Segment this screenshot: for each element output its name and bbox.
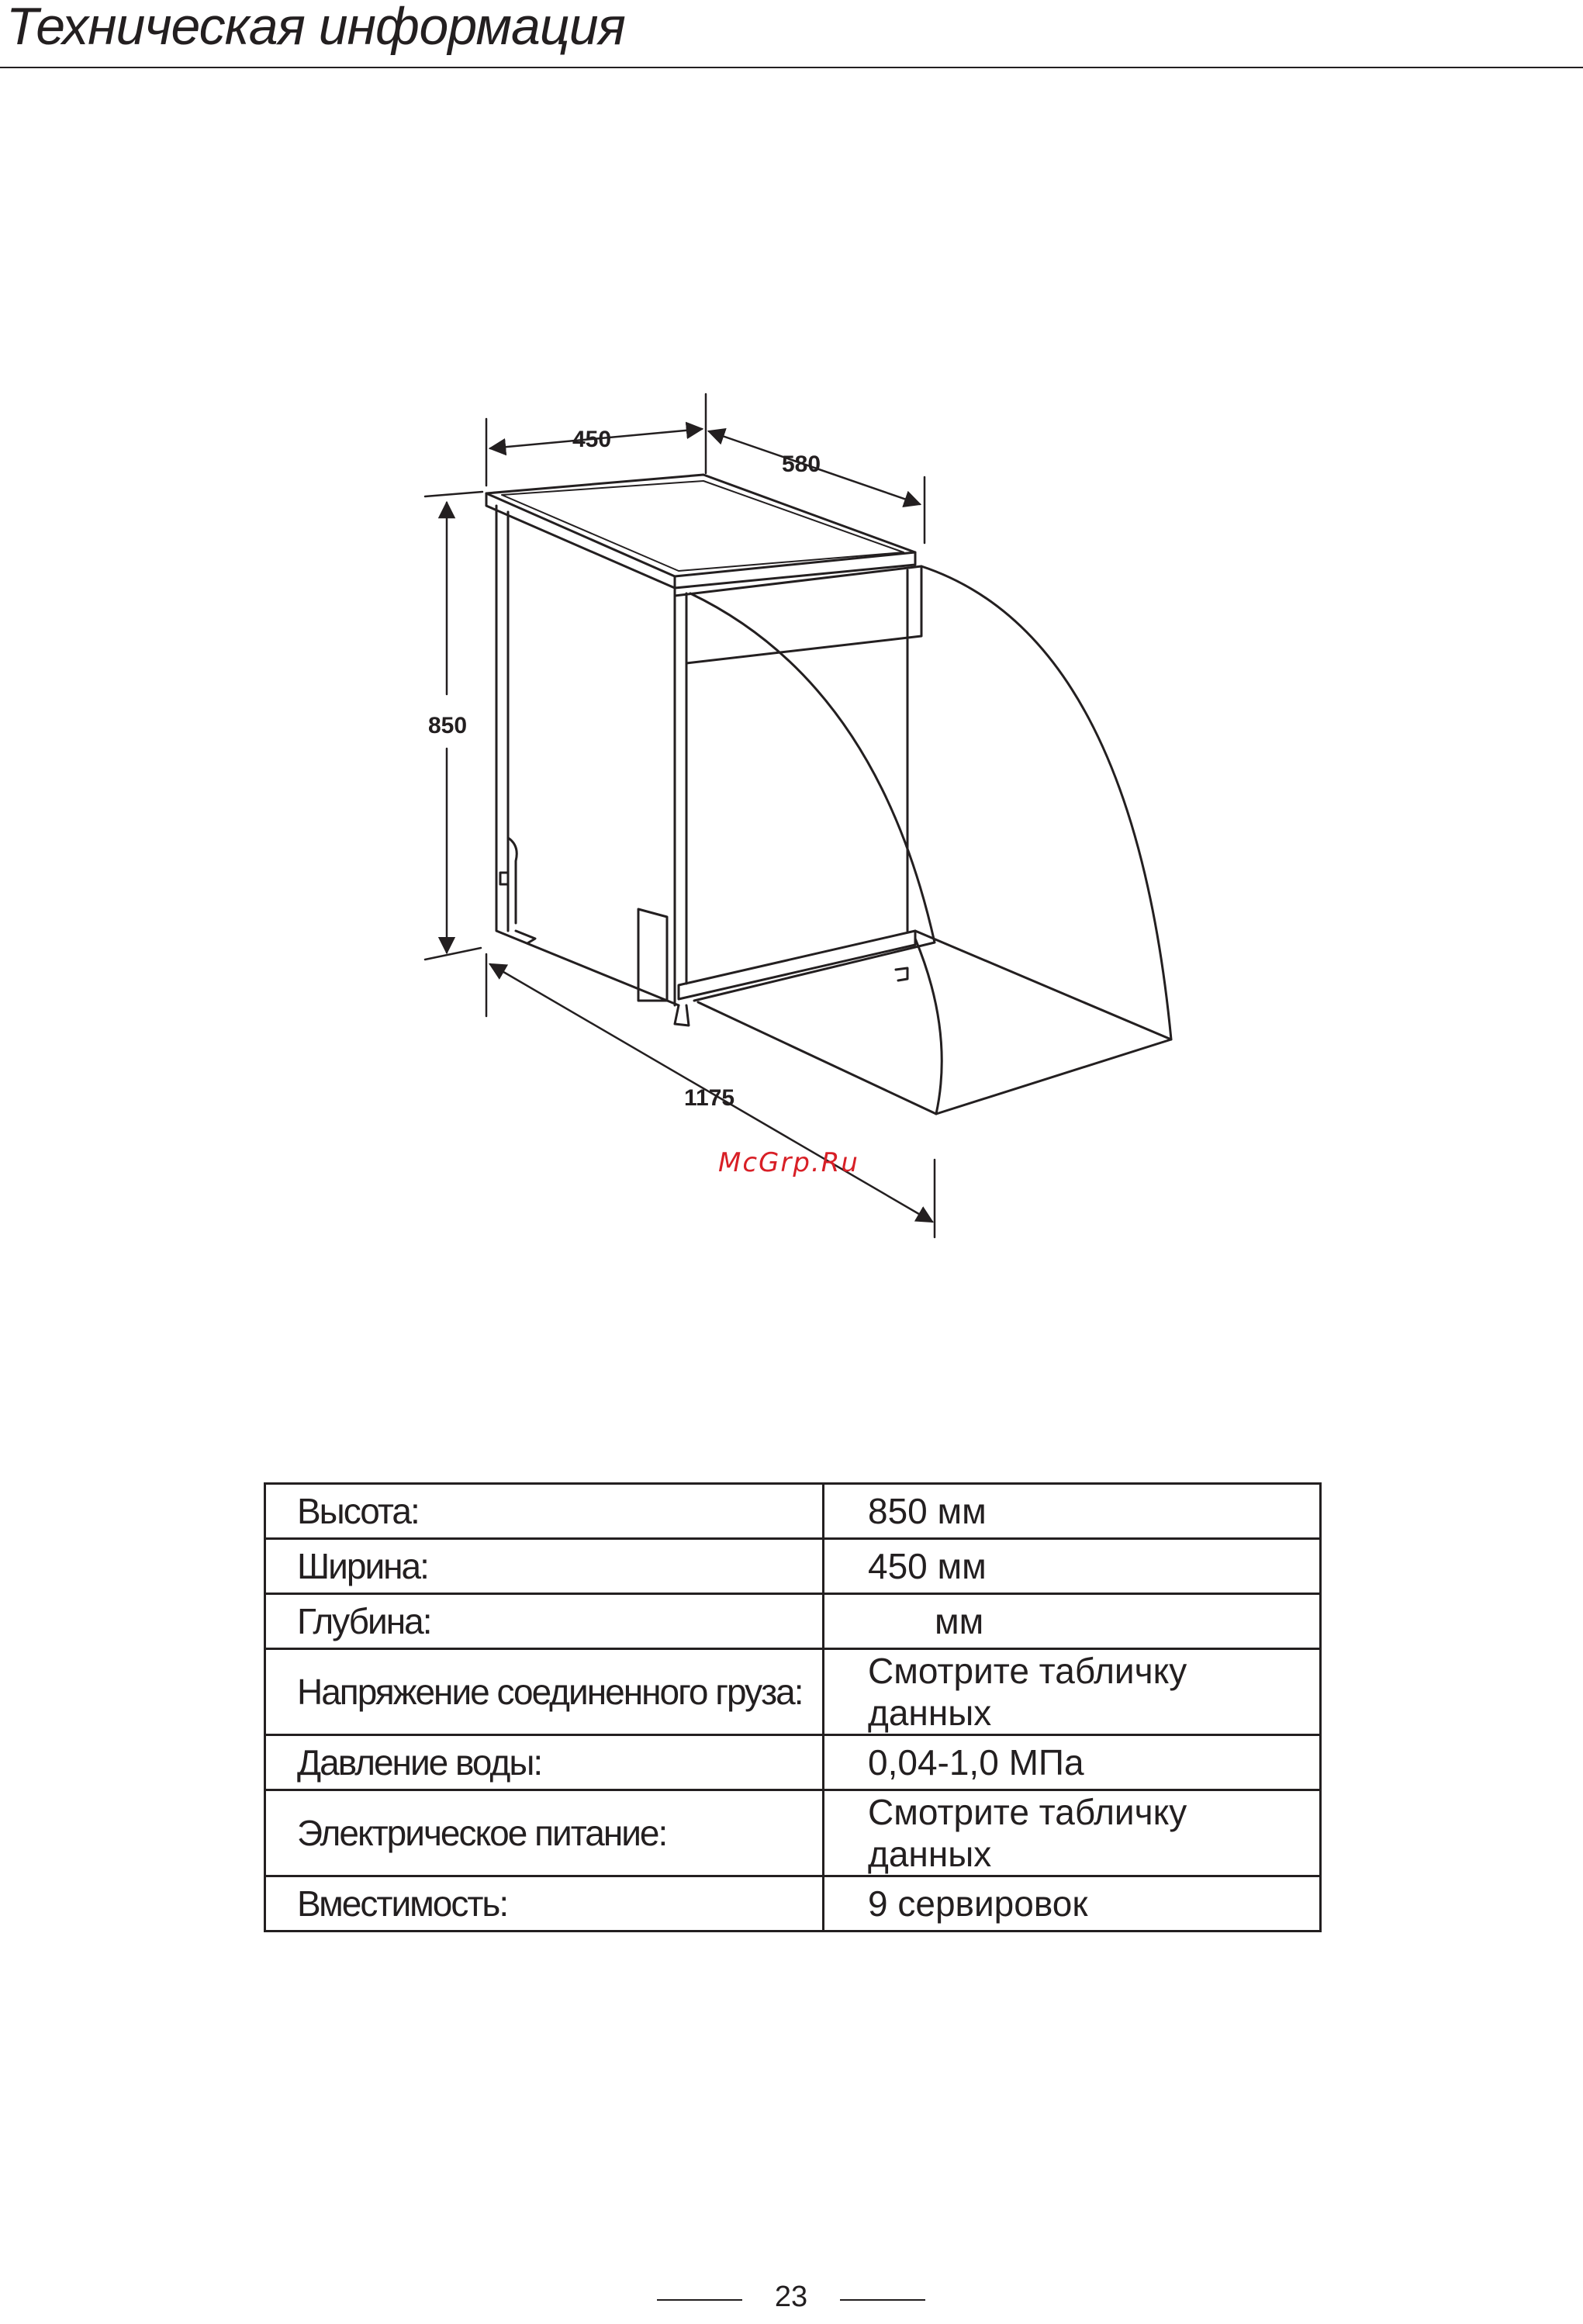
- footer-rule-right: [840, 2299, 925, 2301]
- height-dimension: [425, 492, 482, 960]
- table-row: [265, 1876, 1321, 1931]
- spec-value: 0,04-1,0 МПа: [824, 1735, 1321, 1790]
- spec-value: мм: [824, 1594, 1321, 1649]
- height-label: 850: [428, 713, 468, 738]
- depth-label: 580: [782, 451, 821, 477]
- spec-value: Смотрите табличку данных: [824, 1649, 1321, 1735]
- spec-label: Ширина:: [265, 1539, 824, 1594]
- open-door: [690, 566, 1171, 1114]
- spec-label: Высота:: [265, 1484, 824, 1539]
- spec-value: 450 мм: [824, 1539, 1321, 1594]
- table-row: [265, 1539, 1321, 1594]
- page-title: Техническая информация: [6, 0, 625, 56]
- page-footer: [0, 2281, 1583, 2312]
- spec-label: Электрическое питание:: [265, 1790, 824, 1876]
- table-row: [265, 1594, 1321, 1649]
- table-row: [265, 1649, 1321, 1735]
- open-depth-label: 1175: [684, 1085, 735, 1111]
- width-label: 450: [572, 427, 612, 452]
- spec-label: Давление воды:: [265, 1735, 824, 1790]
- table-row: [265, 1484, 1321, 1539]
- table-row: [265, 1735, 1321, 1790]
- spec-value: 9 сервировок: [824, 1876, 1321, 1931]
- table-row: [265, 1790, 1321, 1876]
- watermark: McGrp.Ru: [718, 1147, 859, 1178]
- page-number: 23: [774, 2281, 808, 2313]
- spec-table: [264, 1482, 1322, 1932]
- spec-value: Смотрите табличку данных: [824, 1790, 1321, 1876]
- depth-dimension: [709, 431, 925, 543]
- footer-rule-left: [657, 2299, 742, 2301]
- width-dimension: [486, 394, 706, 486]
- spec-label: Вместимость:: [265, 1876, 824, 1931]
- spec-label: Глубина:: [265, 1594, 824, 1649]
- spec-label: Напряжение соединенного груза:: [265, 1649, 824, 1735]
- spec-value: 850 мм: [824, 1484, 1321, 1539]
- dishwasher-top: [486, 475, 915, 588]
